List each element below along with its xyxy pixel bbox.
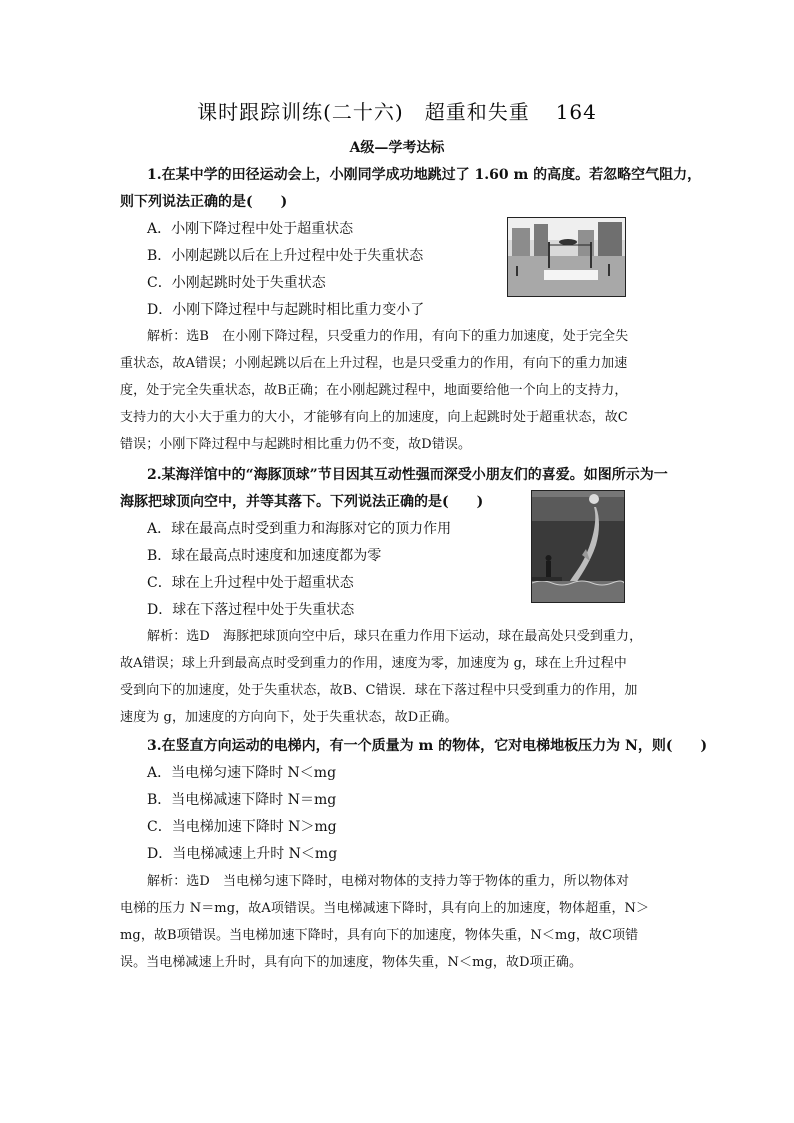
high-jump-illustration — [508, 218, 625, 296]
q3-analysis-line-1: 解析：选D 当电梯匀速下降时，电梯对物体的支持力等于物体的重力，所以物体对 — [147, 874, 630, 889]
q2-analysis-line-4: 速度为 g，加速度的方向向下，处于失重状态，故D正确。 — [120, 710, 458, 725]
q2-stem-line-2: 海豚把球顶向空中，并等其落下。下列说法正确的是( ) — [120, 494, 484, 510]
q3-option-c: C．当电梯加速下降时 N＞mg — [147, 819, 337, 835]
page-title — [0, 96, 794, 125]
q1-analysis-line-4: 支持力的大小大于重力的大小，才能够有向上的加速度，向上起跳时处于超重状态，故C — [120, 410, 628, 425]
q2-analysis-line-3: 受到向下的加速度，处于失重状态，故B、C错误．球在下落过程中只受到重力的作用，加 — [120, 683, 638, 698]
q2-analysis-line-2: 故A错误；球上升到最高点时受到重力的作用，速度为零，加速度为 g，球在上升过程中 — [120, 656, 627, 671]
q1-option-a: A．小刚下降过程中处于超重状态 — [147, 221, 354, 237]
q2-stem-line-1: 2.某海洋馆中的“海豚顶球”节目因其互动性强而深受小朋友们的喜爱。如图所示为一 — [147, 467, 668, 483]
q2-option-d: D．球在下落过程中处于失重状态 — [147, 602, 355, 618]
q1-analysis-line-1: 解析：选B 在小刚下降过程，只受重力的作用，有向下的重力加速度，处于完全失 — [147, 329, 629, 344]
q3-stem-line-1: 3.在竖直方向运动的电梯内，有一个质量为 m 的物体，它对电梯地板压力为 N，则( ) — [147, 738, 708, 754]
q3-analysis-line-3: mg，故B项错误。当电梯加速下降时，具有向下的加速度，物体失重，N＜mg，故C项错 — [120, 928, 639, 943]
high-jump-photo — [507, 217, 626, 297]
q2-analysis-line-1: 解析：选D 海豚把球顶向空中后，球只在重力作用下运动，球在最高处只受到重力， — [147, 629, 643, 644]
q3-analysis-line-2: 电梯的压力 N＝mg，故A项错误。当电梯减速下降时，具有向上的加速度，物体超重，N＞ — [120, 901, 650, 916]
q1-analysis-line-2: 重状态，故A错误；小刚起跳以后在上升过程，也是只受重力的作用，有向下的重力加速 — [120, 356, 628, 371]
q3-option-b: B．当电梯减速下降时 N＝mg — [147, 792, 337, 808]
q2-option-b: B．球在最高点时速度和加速度都为零 — [147, 548, 382, 564]
q1-analysis-line-5: 错误；小刚下降过程中与起跳时相比重力仍不变，故D错误。 — [120, 437, 472, 452]
dolphin-photo — [531, 490, 625, 603]
q2-option-a: A．球在最高点时受到重力和海豚对它的顶力作用 — [147, 521, 452, 537]
q3-option-d: D．当电梯减速上升时 N＜mg — [147, 846, 338, 862]
q1-stem-line-1: 1.在某中学的田径运动会上，小刚同学成功地跳过了 1.60 m 的高度。若忽略空气阻力， — [147, 167, 702, 183]
q3-option-a: A．当电梯匀速下降时 N＜mg — [147, 765, 337, 781]
dolphin-illustration — [532, 491, 624, 602]
q2-option-c: C．球在上升过程中处于超重状态 — [147, 575, 354, 591]
q1-option-b: B．小刚起跳以后在上升过程中处于失重状态 — [147, 248, 424, 264]
q1-option-c: C．小刚起跳时处于失重状态 — [147, 275, 326, 291]
title-text: 课时跟踪训练(二十六) 超重和失重 — [197, 100, 530, 124]
q1-stem-line-2: 则下列说法正确的是( ) — [120, 194, 288, 210]
section-heading: A级—学考达标 — [349, 140, 445, 156]
q1-analysis-line-3: 度，处于完全失重状态，故B正确；在小刚起跳过程中，地面要给他一个向上的支持力， — [120, 383, 628, 398]
page-number: 164 — [555, 100, 597, 124]
q1-option-d: D．小刚下降过程中与起跳时相比重力变小了 — [147, 302, 425, 318]
q3-analysis-line-4: 误。当电梯减速上升时，具有向下的加速度，物体失重，N＜mg，故D项正确。 — [120, 955, 583, 970]
